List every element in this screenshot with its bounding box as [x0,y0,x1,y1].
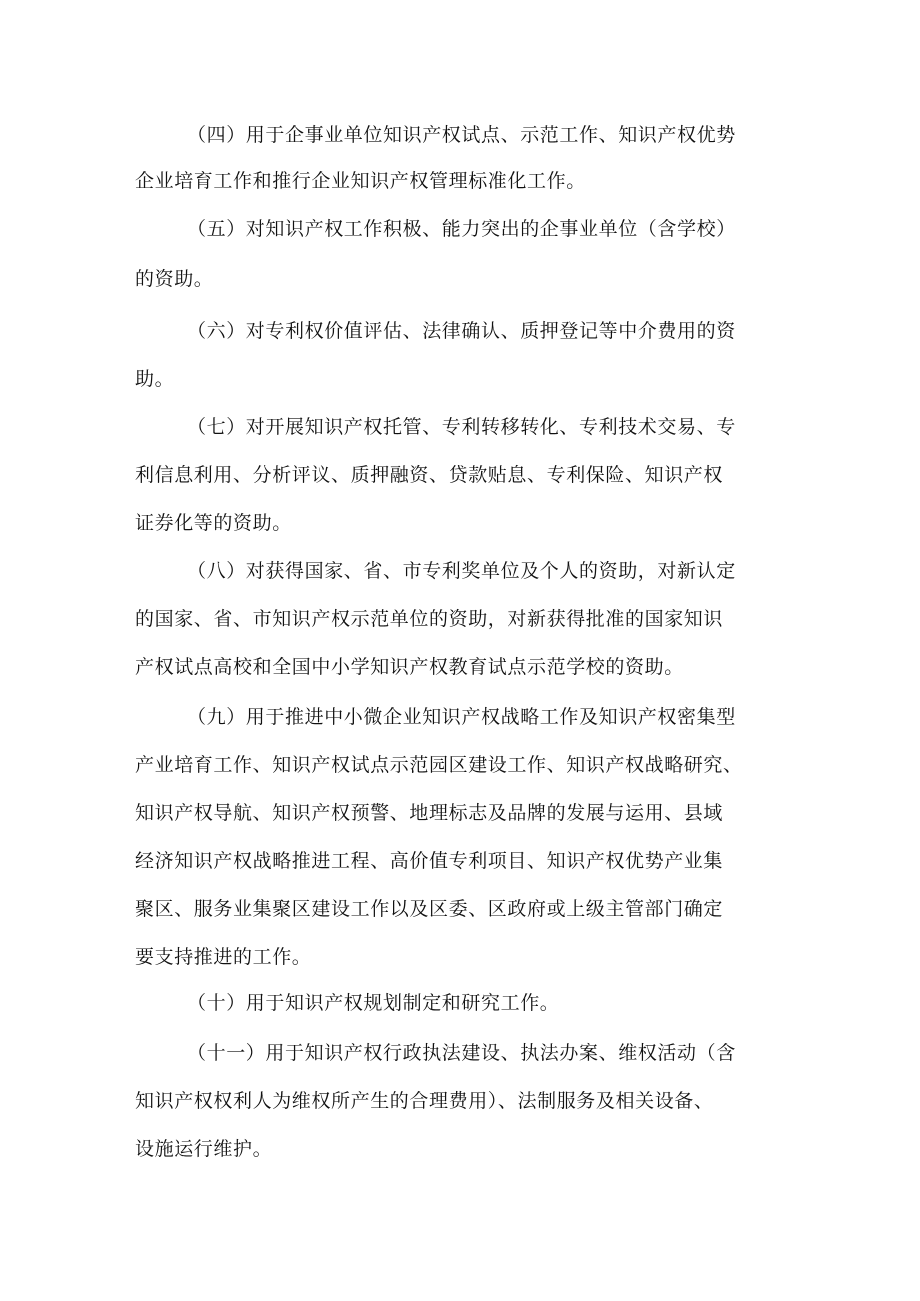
text-line [0,1086,920,1116]
text-line [0,702,920,732]
text-line [0,316,920,346]
line-text: 知识产权权利人为维权所产生的合理费用）、法制服务及相关设备、 [135,1090,714,1112]
text-line [0,798,920,828]
line-text: 证券化等的资助。 [135,512,292,534]
line-text: 产业培育工作、知识产权试点示范园区建设工作、知识产权战略研究、 [135,754,743,776]
text-line [0,652,920,682]
line-text: 的国家、省、市知识产权示范单位的资助，对新获得批准的国家知识 [135,608,724,630]
text-line [0,214,920,244]
text-line [0,942,920,972]
line-text: （四）用于企事业单位知识产权试点、示范工作、知识产权优势 [187,124,736,146]
text-line [0,166,920,196]
line-text: 企业培育工作和推行企业知识产权管理标准化工作。 [135,170,586,192]
line-text: 设施运行维护。 [135,1138,273,1160]
line-text: 聚区、服务业集聚区建设工作以及区委、区政府或上级主管部门确定 [135,898,724,920]
line-text: （八）对获得国家、省、市专利奖单位及个人的资助，对新认定 [187,560,736,582]
text-line [0,508,920,538]
line-text: （九）用于推进中小微企业知识产权战略工作及知识产权密集型 [187,706,736,728]
text-line [0,556,920,586]
text-line [0,120,920,150]
line-text: （六）对专利权价值评估、法律确认、质押登记等中介费用的资 [187,320,736,342]
line-text: （十一）用于知识产权行政执法建设、执法办案、维权活动（含 [187,1042,736,1064]
text-line [0,412,920,442]
line-text: 经济知识产权战略推进工程、高价值专利项目、知识产权优势产业集 [135,850,724,872]
line-text: 产权试点高校和全国中小学知识产权教育试点示范学校的资助。 [135,656,684,678]
text-line [0,750,920,780]
text-line [0,1134,920,1164]
line-text: （十）用于知识产权规划制定和研究工作。 [187,992,560,1014]
text-line [0,1038,920,1068]
line-text: 助。 [135,368,175,390]
line-text: 的资助。 [135,268,214,290]
text-line [0,364,920,394]
line-text: （五）对知识产权工作积极、能力突出的企事业单位（含学校） [187,218,736,240]
text-line [0,846,920,876]
line-text: 利信息利用、分析评议、质押融资、贷款贴息、专利保险、知识产权 [135,464,724,486]
text-line [0,604,920,634]
text-line [0,894,920,924]
line-text: （七）对开展知识产权托管、专利转移转化、专利技术交易、专 [187,416,736,438]
text-line [0,988,920,1018]
line-text: 要支持推进的工作。 [135,946,312,968]
text-line [0,460,920,490]
line-text: 知识产权导航、知识产权预警、地理标志及品牌的发展与运用、县域 [135,802,724,824]
text-line [0,264,920,294]
